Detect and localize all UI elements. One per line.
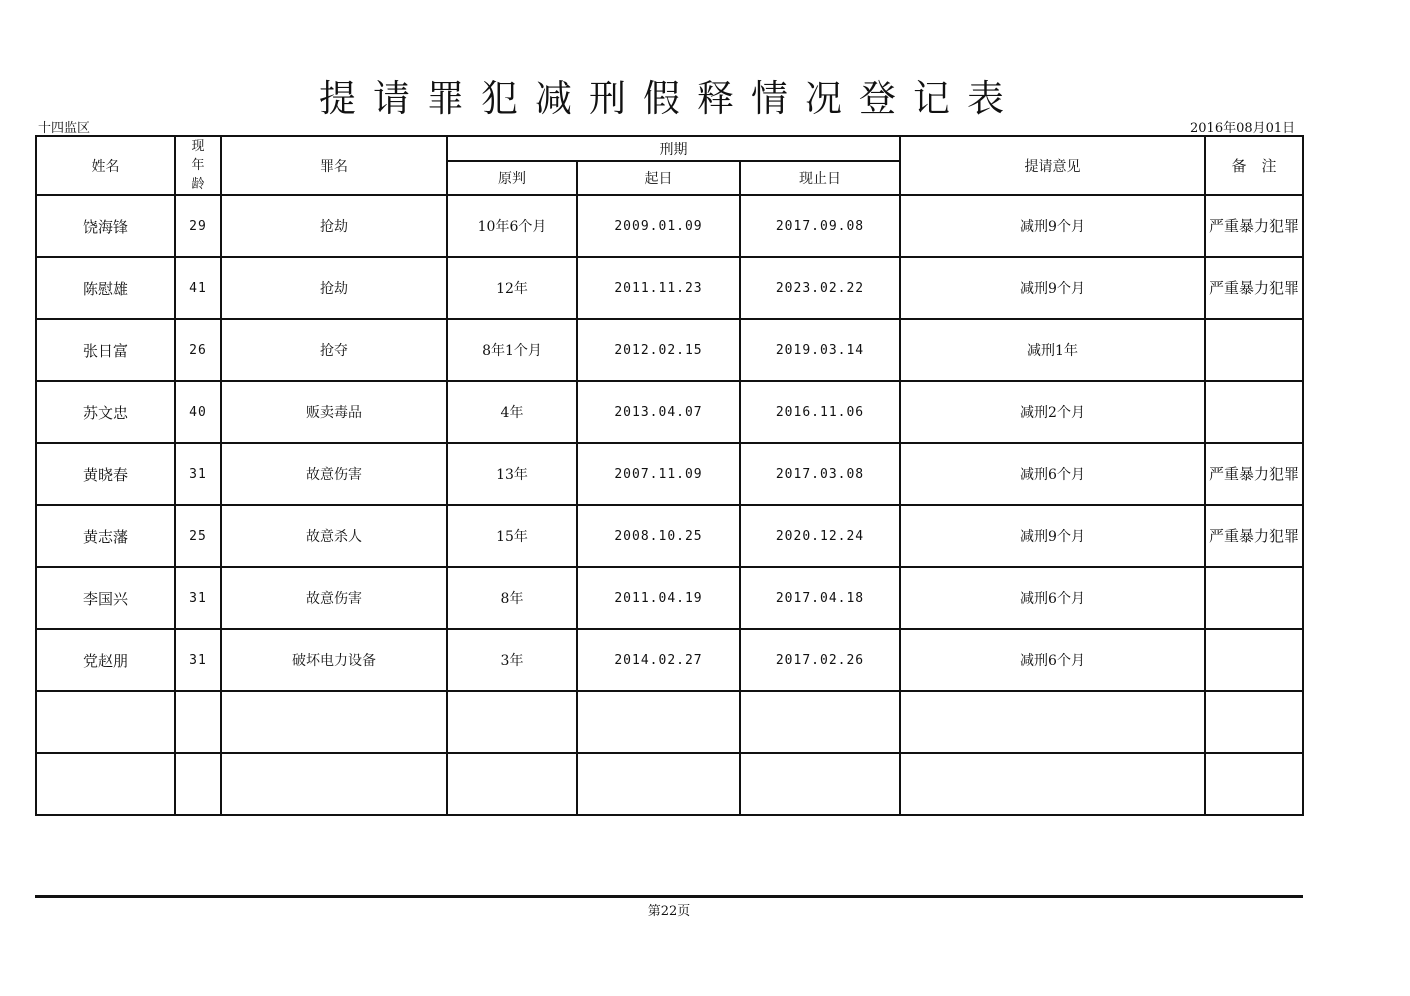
cell-start: 2008.10.25 — [577, 505, 740, 567]
cell-age: 31 — [175, 567, 221, 629]
cell-name: 李国兴 — [36, 567, 175, 629]
cell-note: 严重暴力犯罪 — [1205, 505, 1303, 567]
cell-name: 黄志藩 — [36, 505, 175, 567]
cell-note — [1205, 753, 1303, 815]
cell-opinion: 减刑6个月 — [900, 567, 1205, 629]
cell-start: 2012.02.15 — [577, 319, 740, 381]
cell-name — [36, 753, 175, 815]
cell-start: 2014.02.27 — [577, 629, 740, 691]
cell-note — [1205, 567, 1303, 629]
cell-start: 2013.04.07 — [577, 381, 740, 443]
table-row — [36, 319, 1303, 381]
cell-name: 黄晓春 — [36, 443, 175, 505]
header-start: 起日 — [577, 161, 740, 195]
page-number: 第22页 — [647, 904, 691, 919]
cell-crime: 破坏电力设备 — [221, 629, 447, 691]
cell-original — [447, 691, 577, 753]
cell-age: 26 — [175, 319, 221, 381]
cell-note: 严重暴力犯罪 — [1205, 195, 1303, 257]
cell-age — [175, 753, 221, 815]
cell-end: 2017.09.08 — [740, 195, 900, 257]
cell-crime: 抢夺 — [221, 319, 447, 381]
cell-note — [1205, 691, 1303, 753]
cell-original: 8年1个月 — [447, 319, 577, 381]
cell-end: 2017.04.18 — [740, 567, 900, 629]
cell-original: 13年 — [447, 443, 577, 505]
cell-name: 党赵朋 — [36, 629, 175, 691]
cell-opinion — [900, 691, 1205, 753]
cell-start — [577, 691, 740, 753]
cell-start: 2011.11.23 — [577, 257, 740, 319]
table-row — [36, 505, 1303, 567]
cell-note — [1205, 629, 1303, 691]
district-label: 十四监区 — [38, 121, 91, 136]
cell-opinion: 减刑2个月 — [900, 381, 1205, 443]
cell-crime: 故意伤害 — [221, 567, 447, 629]
cell-original: 15年 — [447, 505, 577, 567]
cell-opinion: 减刑9个月 — [900, 195, 1205, 257]
table-row — [36, 691, 1303, 753]
cell-crime: 故意杀人 — [221, 505, 447, 567]
cell-crime — [221, 753, 447, 815]
cell-end — [740, 691, 900, 753]
cell-age: 25 — [175, 505, 221, 567]
table-row — [36, 381, 1303, 443]
cell-note — [1205, 319, 1303, 381]
date-label: 2016年08月01日 — [1190, 121, 1296, 136]
header-note: 备 注 — [1205, 136, 1303, 195]
header-age-line-2: 年 — [191, 158, 205, 173]
cell-note — [1205, 381, 1303, 443]
cell-crime: 故意伤害 — [221, 443, 447, 505]
header-age — [175, 136, 221, 195]
cell-crime — [221, 691, 447, 753]
cell-start: 2011.04.19 — [577, 567, 740, 629]
cell-original — [447, 753, 577, 815]
table-row — [36, 257, 1303, 319]
cell-note: 严重暴力犯罪 — [1205, 257, 1303, 319]
cell-age: 41 — [175, 257, 221, 319]
cell-name: 饶海锋 — [36, 195, 175, 257]
header-age-line-3: 龄 — [191, 177, 205, 192]
cell-age — [175, 691, 221, 753]
cell-original: 10年6个月 — [447, 195, 577, 257]
cell-start — [577, 753, 740, 815]
table-row — [36, 443, 1303, 505]
page-title: 提请罪犯减刑假释情况登记表 — [319, 77, 1021, 120]
cell-age: 40 — [175, 381, 221, 443]
header-name: 姓名 — [36, 136, 175, 195]
cell-age: 31 — [175, 629, 221, 691]
cell-end: 2019.03.14 — [740, 319, 900, 381]
table-row — [36, 629, 1303, 691]
cell-start: 2009.01.09 — [577, 195, 740, 257]
cell-opinion: 减刑1年 — [900, 319, 1205, 381]
header-age-line-1: 现 — [191, 139, 205, 154]
cell-opinion: 减刑9个月 — [900, 505, 1205, 567]
cell-name: 陈慰雄 — [36, 257, 175, 319]
header-original: 原判 — [447, 161, 577, 195]
cell-note: 严重暴力犯罪 — [1205, 443, 1303, 505]
cell-end: 2020.12.24 — [740, 505, 900, 567]
cell-start: 2007.11.09 — [577, 443, 740, 505]
header-crime: 罪名 — [221, 136, 447, 195]
cell-opinion — [900, 753, 1205, 815]
table-row — [36, 567, 1303, 629]
cell-age: 29 — [175, 195, 221, 257]
table-row — [36, 753, 1303, 815]
footer-divider — [35, 895, 1303, 898]
header-term: 刑期 — [447, 136, 900, 161]
header-opinion: 提请意见 — [900, 136, 1205, 195]
cell-original: 8年 — [447, 567, 577, 629]
cell-name: 苏文忠 — [36, 381, 175, 443]
cell-original: 3年 — [447, 629, 577, 691]
register-table — [35, 135, 1304, 816]
cell-original: 12年 — [447, 257, 577, 319]
cell-age: 31 — [175, 443, 221, 505]
cell-end — [740, 753, 900, 815]
cell-end: 2017.02.26 — [740, 629, 900, 691]
header-end: 现止日 — [740, 161, 900, 195]
table-row — [36, 195, 1303, 257]
cell-original: 4年 — [447, 381, 577, 443]
cell-opinion: 减刑9个月 — [900, 257, 1205, 319]
cell-end: 2016.11.06 — [740, 381, 900, 443]
cell-end: 2023.02.22 — [740, 257, 900, 319]
cell-opinion: 减刑6个月 — [900, 629, 1205, 691]
cell-name — [36, 691, 175, 753]
cell-end: 2017.03.08 — [740, 443, 900, 505]
cell-crime: 抢劫 — [221, 257, 447, 319]
cell-crime: 贩卖毒品 — [221, 381, 447, 443]
cell-crime: 抢劫 — [221, 195, 447, 257]
cell-name: 张日富 — [36, 319, 175, 381]
cell-opinion: 减刑6个月 — [900, 443, 1205, 505]
